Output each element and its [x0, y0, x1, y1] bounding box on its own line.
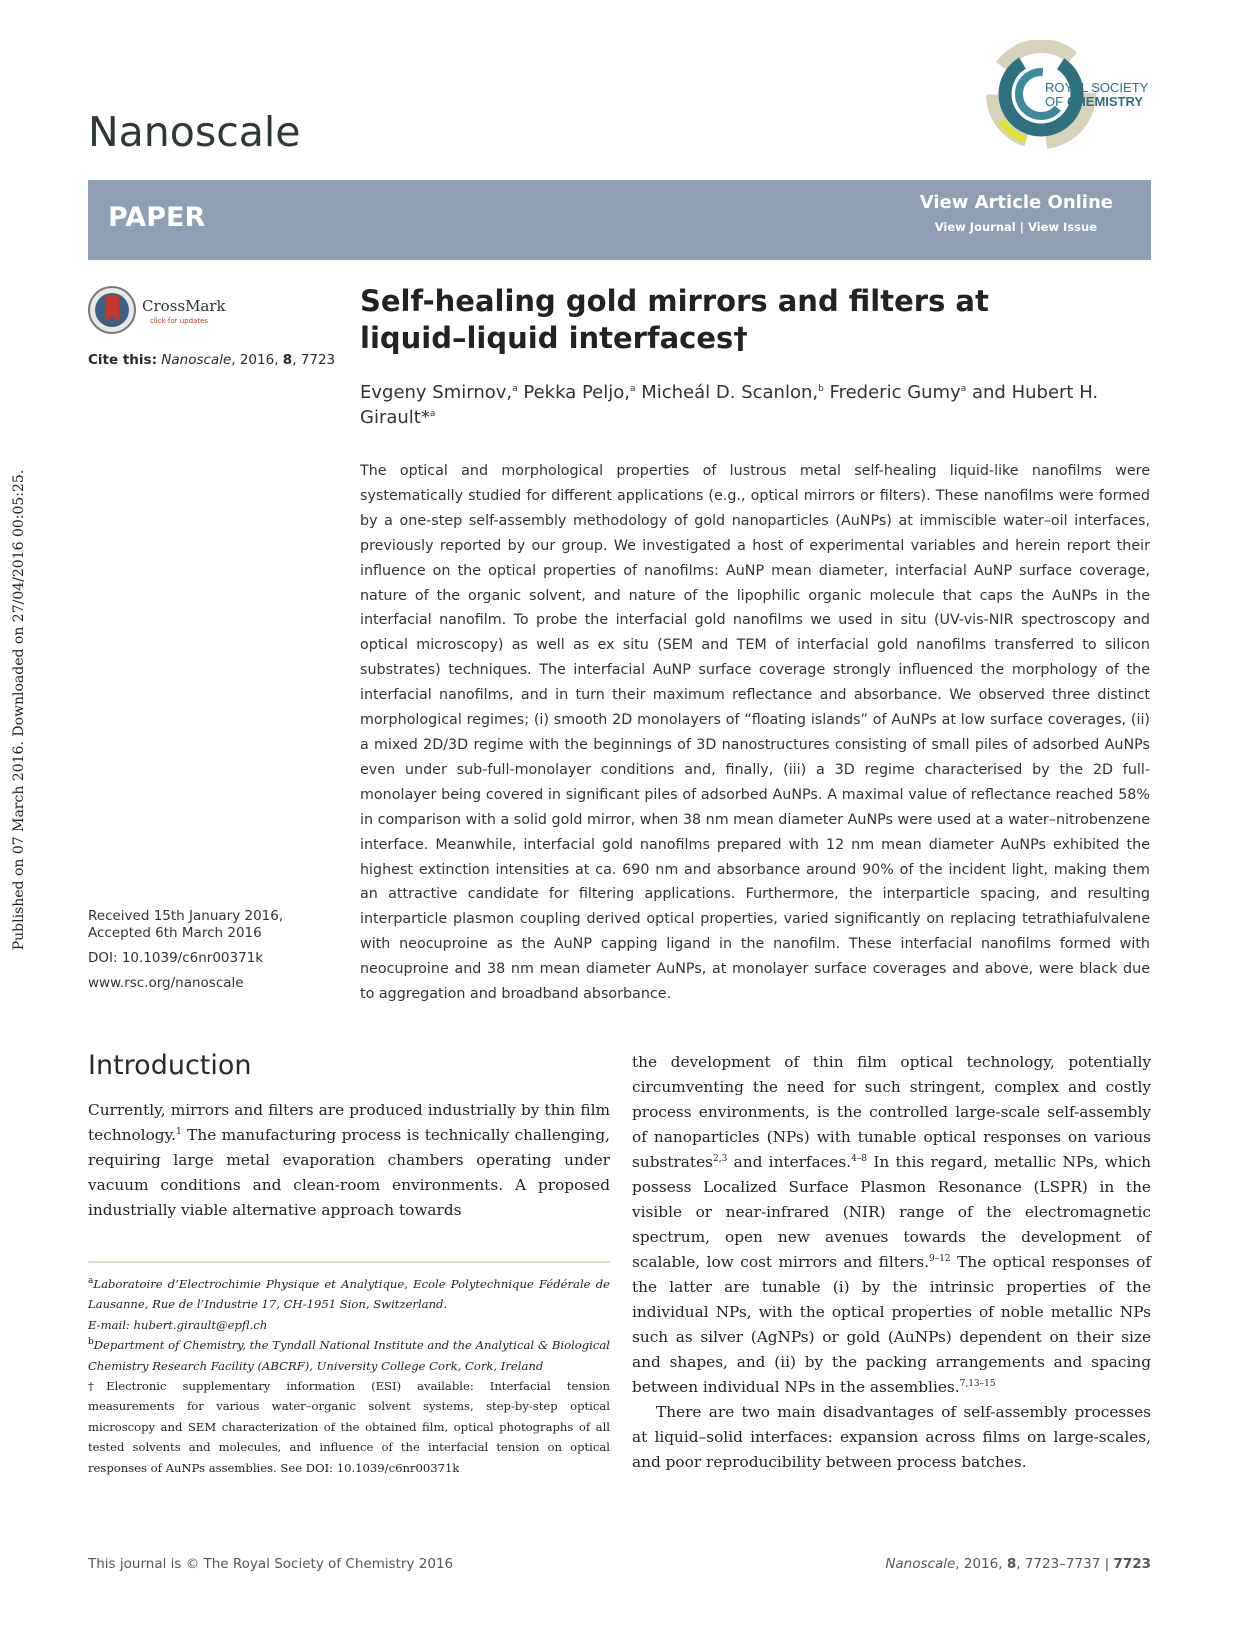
cite-this — [88, 352, 335, 368]
cite-journal: Nanoscale — [161, 352, 232, 368]
footnote-email: E-mail: hubert.girault@epfl.ch — [88, 1317, 268, 1332]
link-separator: | — [1019, 220, 1024, 234]
footnote-affiliation-b: $^b$Department of Chemistry, the Tyndall National Institute and the Analytical & Biological Chemistry Research Facility (ABCRF), University College Cork, Cork, Ireland — [88, 1337, 610, 1373]
footnote-affiliation-a: $^a$Laboratoire d’Electrochimie Physique et Analytique, Ecole Polytechnique Fédérale de Lausanne, Rue de l’Industrie 17, CH-1951 Sion, Switzerland. — [88, 1276, 610, 1312]
publication-side-note: Published on 07 March 2016. Downloaded on 27/04/2016 00:05:25. — [11, 469, 27, 951]
page-number: 7723 — [1113, 1556, 1151, 1572]
author-name: Micheál D. Scanlon, — [635, 382, 819, 403]
footer-citation: Nanoscale, 2016, 8, 7723–7737 | 7723 — [885, 1556, 1151, 1572]
intro-right-column — [632, 1050, 1151, 1475]
view-issue-link[interactable]: View Issue — [1027, 220, 1097, 234]
logo-line3: CHEMISTRY — [1067, 94, 1144, 109]
footnote-divider — [88, 1261, 610, 1263]
citation-ref[interactable]: 1 — [176, 1126, 182, 1137]
received-date: Received 15th January 2016, — [88, 908, 284, 924]
logo-line2: OF — [1045, 94, 1064, 109]
author-affiliation: b — [818, 384, 824, 394]
author-name: Evgeny Smirnov, — [360, 382, 513, 403]
intro-paragraph: Currently, mirrors and filters are produced industrially by thin film technology.$^1$ The manufacturing process is technically challenging, requiring large metal evaporation chambers operating under vacuum conditions and clean-room environments. A proposed industrially viable alternative approach towards — [88, 1101, 610, 1219]
article-metadata — [88, 908, 338, 992]
journal-name: Nanoscale — [88, 108, 301, 156]
logo-line1: ROYAL SOCIETY — [1045, 80, 1149, 95]
article-title: Self-healing gold mirrors and filters at liquid–liquid interfaces† — [360, 284, 989, 355]
rsc-logo-icon — [985, 40, 1155, 152]
author-name: Pekka Peljo, — [517, 382, 630, 403]
intro-paragraph: the development of thin film optical technology, potentially circumventing the need for such stringent, complex and costly process environments, is the controlled large-scale self-assembly of nanoparticles (NPs) with tunable optical responses on various substrates$^{2,3}$ and interfaces.$^{4-8}$ In this regard, metallic NPs, which possess Localized Surface Plasmon Resonance (LSPR) in the visible or near-infrared (NIR) range of the electromagnetic spectrum, open new avenues towards the development of scalable, low cost mirrors and filters.$^{9-12}$ The optical responses of the latter are tunable (i) by the intrinsic properties of the individual NPs, with the optical properties of noble metallic NPs such as silver (AgNPs) or gold (AuNPs) dependent on their size and shapes, and (ii) by the packing arrangements and spacing between individual NPs in the assemblies.$^{7,13-15}$ — [632, 1053, 1152, 1396]
view-article-online-link[interactable]: View Article Online — [919, 192, 1113, 213]
cite-prefix: Cite this: — [88, 352, 157, 368]
intro-paragraph: There are two main disadvantages of self-assembly processes at liquid–solid interfaces: expansion across films on large-scales, and poor reproducibility between process batches. — [632, 1403, 1151, 1471]
footnote-esi: †Electronic supplementary information (ESI) available: Interfacial tension measurements for various water–organic solvent systems, step-by-step optical microscopy and SEM characterization of the obtained film, optical photographs of all tested solvents and molecules, and influence of the interfacial tension on optical responses of AuNPs assemblies. See DOI: 10.1039/c6nr00371k — [88, 1379, 610, 1475]
accepted-date: Accepted 6th March 2016 — [88, 925, 262, 941]
intro-left-column — [88, 1098, 610, 1223]
view-journal-link[interactable]: View Journal — [934, 220, 1016, 234]
author-name: Frederic Gumy — [823, 382, 961, 403]
author-affiliation: a — [512, 384, 518, 394]
journal-url[interactable]: www.rsc.org/nanoscale — [88, 975, 244, 991]
crossmark-badge[interactable] — [88, 286, 228, 336]
author-list — [360, 380, 1120, 430]
author-affiliation: a — [429, 409, 436, 419]
citation-ref[interactable]: 4–8 — [851, 1153, 868, 1164]
author-affiliation: a — [960, 384, 967, 394]
article-type-label: PAPER — [108, 202, 206, 233]
doi[interactable]: DOI: 10.1039/c6nr00371k — [88, 950, 264, 966]
rsc-logo[interactable] — [985, 40, 1155, 152]
banner-links — [935, 220, 1097, 234]
crossmark-sublabel: click for updates — [150, 317, 209, 325]
crossmark-icon — [88, 286, 228, 336]
abstract — [360, 459, 1150, 1007]
cite-volume: 8 — [282, 352, 293, 368]
crossmark-label: CrossMark — [142, 297, 226, 315]
author-affiliation: a — [630, 384, 636, 394]
citation-ref[interactable]: 2,3 — [712, 1153, 728, 1164]
cite-year: , 2016, — [231, 352, 283, 368]
cite-page: , 7723 — [292, 352, 336, 368]
citation-ref[interactable]: 7,13–15 — [959, 1378, 996, 1389]
abstract-text: The optical and morphological properties of lustrous metal self-healing liquid-like nanofilms were systematically studied for different applications (e.g., optical mirrors or filters). These nanofilms were formed by a one-step self-assembly methodology of gold nanoparticles (AuNPs) at immiscible water–oil interfaces, previously reported by our group. We investigated a host of experimental variables and herein report their influence on the optical properties of nanofilms: AuNP mean diameter, interfacial AuNP surface coverage, nature of the organic solvent, and nature of the lipophilic organic molecule that caps the AuNPs in the interfacial nanofilm. To probe the interfacial gold nanofilms we used in situ (UV-vis-NIR spectroscopy and optical microscopy) as well as ex situ (SEM and TEM of interfacial gold nanofilms transferred to silicon substrates) techniques. The interfacial AuNP surface coverage strongly influenced the morphology of the interfacial nanofilms, and in turn their maximum reflectance and absorbance. We observed three distinct morphological regimes; (i) smooth 2D monolayers of “floating islands” of AuNPs at low surface coverages, (ii) a mixed 2D/3D regime with the beginnings of 3D nanostructures consisting of small piles of adsorbed AuNPs even under sub-full-monolayer conditions and, finally, (iii) a 3D regime characterised by the 2D full-monolayer being covered in significant piles of adsorbed AuNPs. A maximal value of reflectance reached 58% in comparison with a solid gold mirror, when 38 nm mean diameter AuNPs were used at a water–nitrobenzene interface. Meanwhile, interfacial gold nanofilms prepared with 12 nm mean diameter AuNPs exhibited the highest extinction intensities at ca. 690 nm and absorbance around 90% of the incident light, making them an attractive candidate for filtering applications. Furthermore, the interparticle spacing, and resulting interparticle plasmon coupling derived optical properties, varied significantly on replacing tetrathiafulvalene with neocuproine as the AuNP capping ligand in the nanofilm. These interfacial nanofilms formed with neocuproine and 38 nm mean diameter AuNPs, at monolayer surface coverages and above, were black due to aggregation and broadband absorbance. — [360, 463, 1150, 1003]
author-name: and Hubert H. Girault* — [360, 382, 1099, 428]
footer-copyright: This journal is © The Royal Society of Chemistry 2016 — [88, 1556, 454, 1572]
article-type-banner — [88, 180, 1151, 260]
section-heading: Introduction — [88, 1050, 252, 1081]
citation-ref[interactable]: 9–12 — [928, 1253, 951, 1264]
footnotes — [88, 1274, 610, 1478]
